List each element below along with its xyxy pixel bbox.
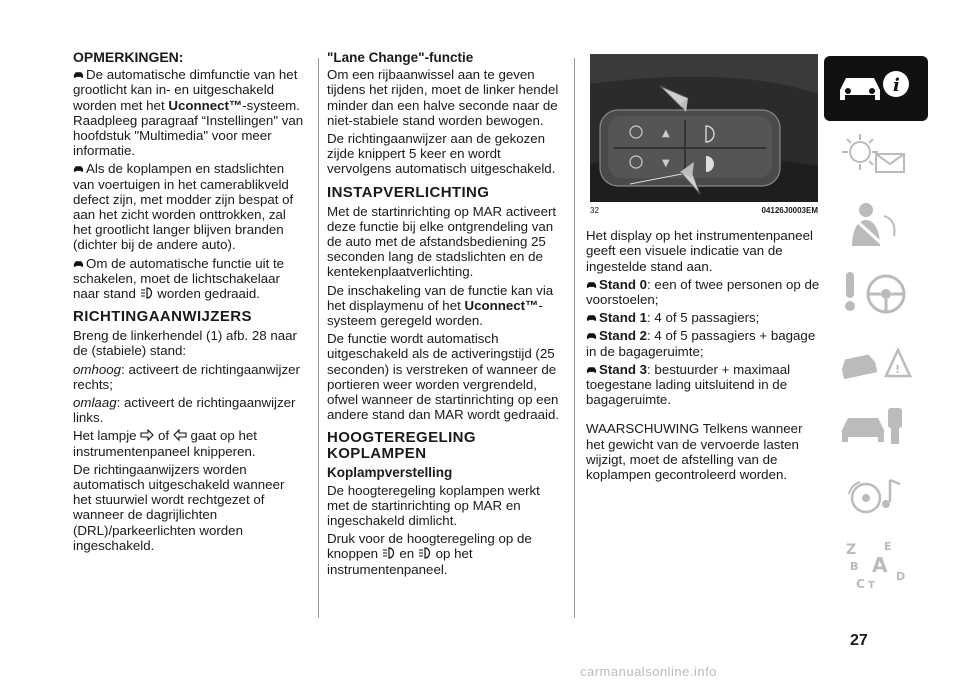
section-title-richtingaanwijzers: RICHTINGAANWIJZERS [73,308,252,326]
chapter-tab-emergency[interactable] [824,328,928,393]
svg-text:D: D [896,570,906,583]
turn-right-icon [140,429,154,441]
stand-2-item: Stand 2: 4 of 5 passagiers + bagage in de bagageruimte; [586,328,816,359]
stand-3-item: Stand 3: bestuurder + maximaal toegestane lading uitsluitend in de bagageruimte. [586,361,791,408]
turn-left-icon [173,429,187,441]
warning-lights-icon [832,128,920,184]
paragraph: Druk voor de hoogteregeling op de knoppen en op het instrumentenpaneel. [327,531,532,577]
svg-text:C: C [856,577,865,591]
paragraph: De richtingaanwijzers worden automatisch uitgeschakeld wanneer het stuurwiel wordt rechtgezet of wanneer de dagrijlichten (DRL)/parkeerlichten worden ingeschakeld. [73,461,285,553]
chapter-sidebar [824,56,928,600]
column-divider [574,58,575,618]
paragraph: Het display op het instrumentenpaneel geeft een visuele indicatie van de ingestelde stand aan. [586,228,813,274]
car-bullet-icon [73,71,84,79]
paragraph: Om een rijbaanwissel aan te geven tijdens het rijden, moet de linker hendel minder dan een halve seconde naar de niet-stabiele stand worden bewogen. [327,67,559,128]
column-left [73,50,305,556]
chapter-tab-safety[interactable] [824,192,928,257]
svg-text:i: i [893,75,900,96]
note-3: Om de automatische functie uit te schakelen, moet de lichtschakelaar naar stand worden gedraaid. [73,255,285,302]
maintenance-icon [832,400,920,456]
car-bullet-icon [586,366,597,374]
page-number: 27 [850,632,868,649]
svg-text:B: B [850,560,859,573]
chapter-tab-car-info[interactable] [824,56,928,121]
car-info-icon [832,60,920,116]
paragraph: De inschakeling van de functie kan via het displaymenu of het Uconnect™-systeem geregeld worden. [327,282,554,329]
figure-headlamp-switch-panel [590,54,818,202]
index-icon [832,536,920,592]
lane-change-heading: "Lane Change"-functie [327,50,474,65]
svg-text:Z: Z [846,542,857,558]
paragraph: De functie wordt automatisch uitgeschakeld als de activeringstijd (25 seconden) is verstreken of wanneer de portieren weer worden vergrendeld, ofwel wanneer de startinrichting op een andere stand dan MAR wordt gedraaid. [327,331,560,423]
watermark: carmanualsonline.info [580,664,717,679]
chapter-tab-starting-driving[interactable] [824,260,928,325]
headlamp-down-icon [418,547,432,559]
paragraph: omhoog: activeert de richtingaanwijzer rechts; [73,361,300,392]
paragraph: De richtingaanwijzer aan de gekozen zijde knippert 5 keer en wordt vervolgens automatisch uitgeschakeld. [327,131,556,177]
car-bullet-icon [73,165,84,173]
note-1: De automatische dimfunctie van het grootlicht kan in- en uitgeschakeld worden met het Uconnect™-systeem. Raadpleeg paragraaf “Instellingen" van hoofdstuk "Multimedia" voor meer informatie. [73,67,304,159]
paragraph: omlaag: activeert de richtingaanwijzer links. [73,395,296,426]
paragraph: Met de startinrichting op MAR activeert deze functie bij elke ontgrendeling van de auto met de afstandsbediening 25 seconden lang de stadslichten en de kentekenplaatverlichting. [327,203,557,280]
figure-caption: 32 04126J0003EM [590,206,818,215]
notes-heading: OPMERKINGEN: [73,49,184,65]
stand-1-item: Stand 1: 4 of 5 passagiers; [586,310,820,325]
chapter-tab-multimedia[interactable] [824,464,928,529]
switch-panel-illustration [590,54,818,202]
svg-text:E: E [884,540,892,553]
car-bullet-icon [586,332,597,340]
svg-text:!: ! [895,363,901,376]
note-2: Als de koplampen en stadslichten van voertuigen in het camerablikveld defect zijn, met modder zijn bespat of aan het zicht worden onttrokken, zal het grootlicht langer blijven branden (dichter bij de andere auto). [73,161,294,253]
car-bullet-icon [73,260,84,268]
subheading: Koplampverstelling [327,465,453,481]
svg-text:▲: ▲ [662,128,670,139]
steering-start-icon [832,264,920,320]
column-middle [327,50,561,580]
paragraph: Breng de linkerhendel (1) afb. 28 naar de (stabiele) stand: [73,328,297,359]
svg-text:▼: ▼ [662,158,670,169]
chapter-tab-maintenance[interactable] [824,396,928,461]
car-bullet-icon [586,314,597,322]
car-bullet-icon [586,281,597,289]
column-right [586,50,820,485]
warning-paragraph: WAARSCHUWING Telkens wanneer het gewicht van de vervoerde lasten wijzigt, moet de afstelling van de koplampen gecontroleerd worden. [586,421,803,483]
section-title-hoogteregeling: HOOGTEREGELING KOPLAMPEN [327,429,476,463]
headlamp-up-icon [382,547,396,559]
paragraph: Het lampje of gaat op het instrumentenpaneel knipperen. [73,428,257,459]
chapter-tab-warning-lights[interactable] [824,124,928,189]
svg-text:T: T [868,580,875,591]
section-title-instapverlichting: INSTAPVERLICHTING [327,183,490,201]
column-divider [318,58,319,618]
paragraph: De hoogteregeling koplampen werkt met de startinrichting op MAR en ingeschakeld dimlicht. [327,482,540,529]
safety-airbag-icon [832,196,920,252]
stand-0-item: Stand 0: een of twee personen op de voorstoelen; [586,276,820,308]
emergency-icon [832,332,920,388]
svg-text:A: A [872,553,888,577]
multimedia-icon [832,468,920,524]
chapter-tab-index[interactable] [824,532,928,597]
headlamp-icon [140,287,154,299]
